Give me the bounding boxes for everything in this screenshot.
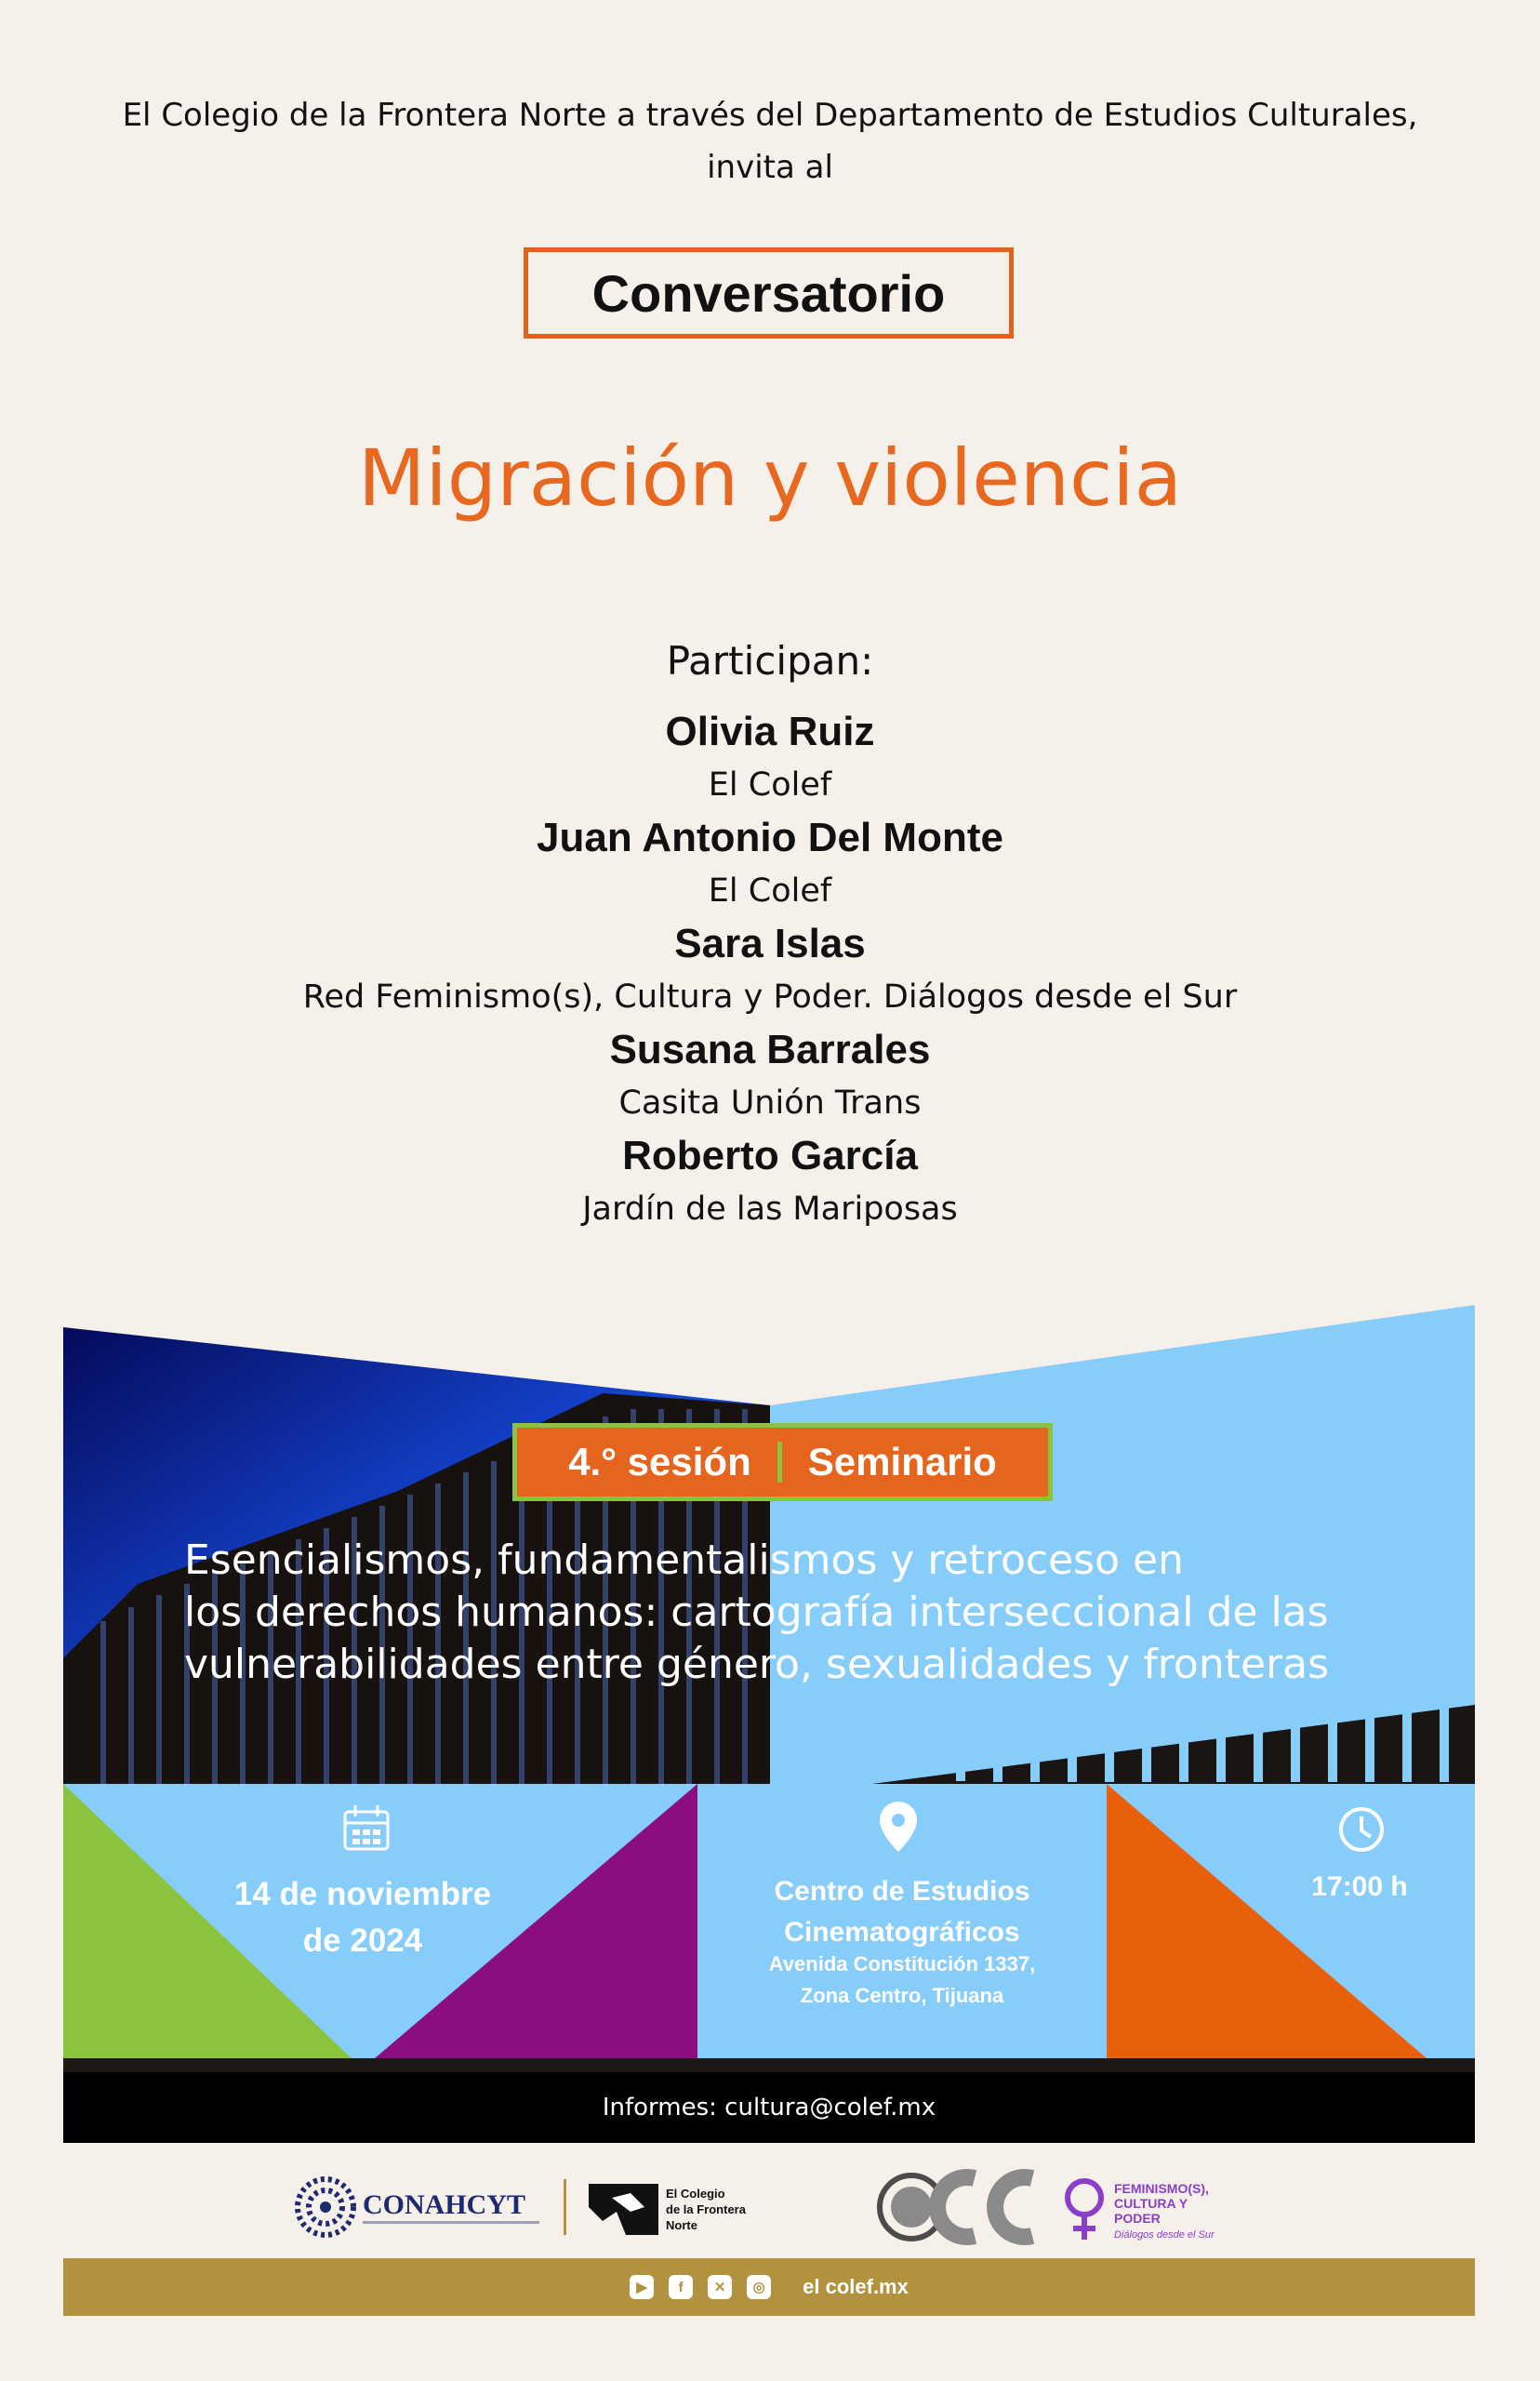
participant [0, 1129, 1540, 1235]
instagram-icon[interactable]: ◎ [747, 2275, 771, 2299]
date-line-1: 14 de noviembre [233, 1876, 492, 1912]
intro-line-2: invita al [707, 149, 833, 186]
colef-line-2: de la Frontera [666, 2202, 746, 2216]
venue-line-2: Cinematográficos [784, 1917, 1020, 1948]
address-line-2: Zona Centro, Tijuana [800, 1984, 1004, 2007]
observatorio-cec-logo [880, 2175, 1032, 2239]
event-type-label: Conversatorio [591, 263, 946, 323]
intro-text [0, 89, 1540, 193]
event-time: 17:00 h [1311, 1871, 1408, 1902]
participant-affiliation: Jardín de las Mariposas [582, 1190, 958, 1228]
sponsor-logos [63, 2156, 1475, 2258]
participants-list [0, 705, 1540, 1235]
session-label: Seminario [807, 1440, 997, 1483]
seminar-title-line-2: los derechos humanos: cartografía interseccional de las [184, 1589, 1329, 1636]
event-address [707, 1949, 1097, 2012]
participant-name: Juan Antonio Del Monte [537, 815, 1003, 860]
participant-name: Olivia Ruiz [665, 709, 875, 754]
event-venue [707, 1871, 1097, 1953]
website-link[interactable]: el colef.mx [803, 2275, 909, 2298]
session-divider [777, 1442, 782, 1483]
feminismos-line-2: CULTURA Y [1114, 2196, 1188, 2211]
x-icon[interactable]: ✕ [708, 2275, 732, 2299]
main-title: Migración y violencia [357, 432, 1183, 524]
seminar-title [184, 1535, 1412, 1691]
contact-email[interactable]: Informes: cultura@colef.mx [602, 2094, 936, 2122]
feminismos-line-1: FEMINISMO(S), [1114, 2181, 1209, 2196]
seminar-title-line-3: vulnerabilidades entre género, sexualidades y fronteras [184, 1641, 1330, 1688]
feminismos-logo [1068, 2181, 1215, 2241]
conahcyt-logo [298, 2179, 539, 2235]
participant [0, 917, 1540, 1023]
date-line-2: de 2024 [302, 1922, 423, 1959]
event-type-box [524, 247, 1014, 339]
logo-divider [564, 2179, 566, 2235]
colef-line-3: Norte [666, 2218, 697, 2232]
facebook-icon[interactable]: f [669, 2275, 693, 2299]
footer-bar [63, 2258, 1475, 2316]
participants-label: Participan: [666, 638, 874, 684]
venue-line-1: Centro de Estudios [774, 1876, 1030, 1907]
participant [0, 811, 1540, 917]
participant [0, 705, 1540, 811]
conahcyt-wordmark: CONAHCYT [363, 2189, 526, 2220]
participant-affiliation: El Colef [708, 766, 832, 804]
participant [0, 1023, 1540, 1129]
participant-name: Susana Barrales [609, 1027, 931, 1072]
event-date [177, 1871, 549, 1964]
feminismos-line-4: Diálogos desde el Sur [1114, 2229, 1215, 2241]
feminismos-line-3: PODER [1114, 2211, 1161, 2226]
address-line-1: Avenida Constitución 1337, [768, 1952, 1036, 1975]
session-badge [512, 1423, 1053, 1501]
colef-logo [589, 2184, 747, 2235]
participant-name: Roberto García [622, 1133, 918, 1178]
participant-affiliation: Casita Unión Trans [618, 1084, 922, 1122]
seminar-title-line-1: Esencialismos, fundamentalismos y retroceso en [184, 1536, 1184, 1584]
intro-line-1: El Colegio de la Frontera Norte a través del Departamento de Estudios Culturales, [122, 97, 1418, 134]
participant-affiliation: Red Feminismo(s), Cultura y Poder. Diálogos desde el Sur [302, 978, 1238, 1016]
participant-affiliation: El Colef [708, 872, 832, 910]
participant-name: Sara Islas [674, 921, 866, 966]
session-number: 4.° sesión [568, 1440, 751, 1483]
contact-bar [63, 2072, 1475, 2143]
youtube-icon[interactable]: ▶ [630, 2275, 654, 2299]
colef-line-1: El Colegio [666, 2187, 725, 2201]
